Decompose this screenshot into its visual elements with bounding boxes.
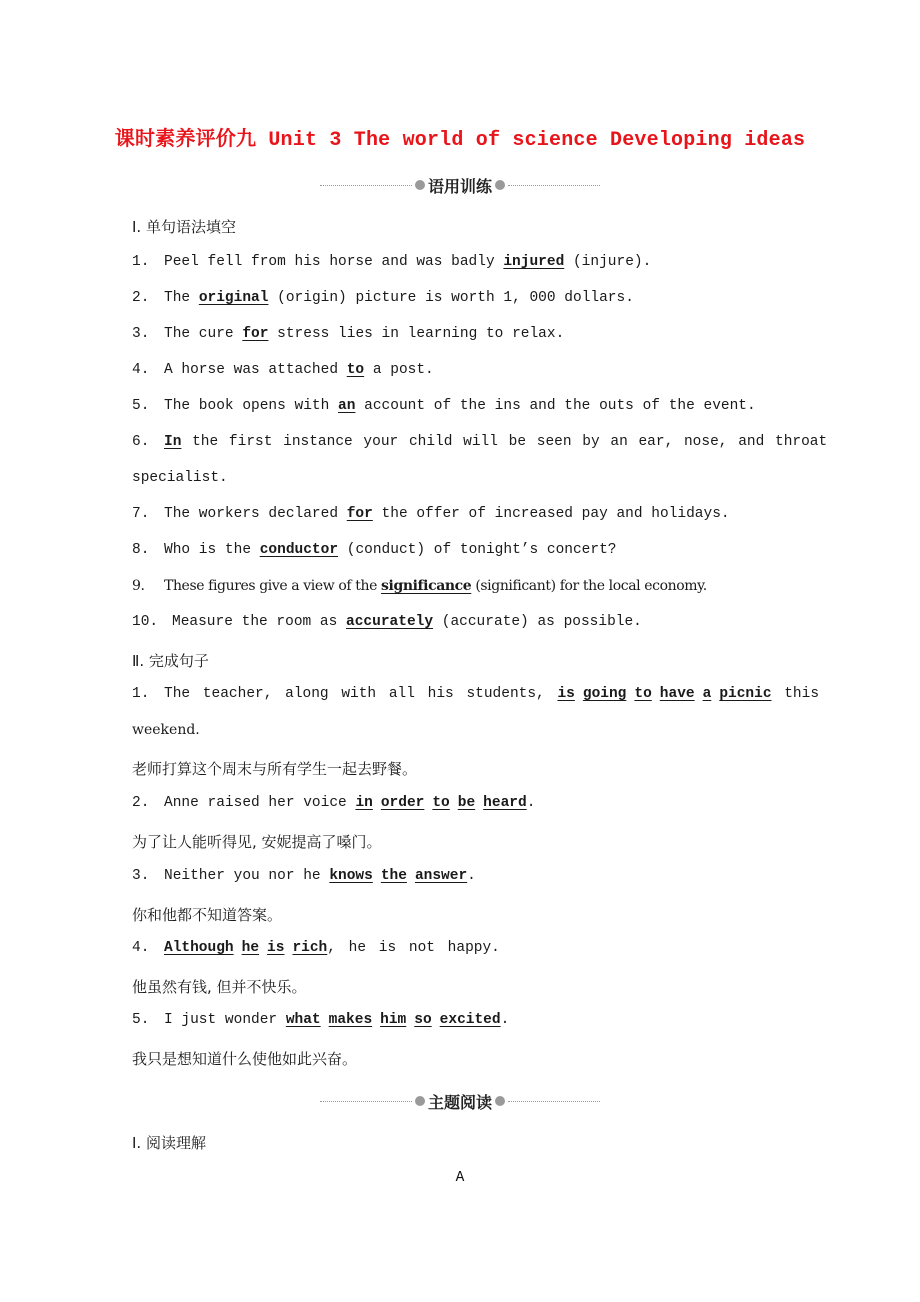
- exercise-item: 1. Peel fell from his horse and was badly injured (injure).: [132, 254, 652, 270]
- exercise-item: 5. The book opens with an account of the ins and the outs of the event.: [132, 398, 756, 414]
- exercise-item: 9. These figures give a view of the significance (significant) for the local economy.: [132, 578, 707, 594]
- answer: knows: [329, 868, 373, 884]
- translation: 我只是想知道什么使他如此兴奋。: [132, 1050, 358, 1068]
- answer: significance: [381, 578, 472, 594]
- bullet-icon: [415, 180, 425, 190]
- sentence-item-continued: weekend.: [132, 722, 200, 738]
- exercise-item: 10. Measure the room as accurately (accurate) as possible.: [132, 614, 642, 630]
- part2-heading: Ⅱ. 完成句子: [132, 652, 209, 670]
- exercise-item: 4. A horse was attached to a post.: [132, 362, 434, 378]
- answer: him: [380, 1012, 407, 1028]
- passage-label: A: [455, 1170, 465, 1186]
- answer: going: [582, 686, 627, 702]
- answer: an: [338, 398, 356, 414]
- sentence-item: 5. I just wonder what makes him so excited.: [132, 1012, 510, 1028]
- answer: accurately: [346, 614, 434, 630]
- sentence-item: 1. The teacher, along with all his students, is going to have a picnic this: [132, 686, 820, 702]
- answer: be: [457, 795, 476, 811]
- answer: is: [557, 686, 575, 702]
- answer: conductor: [259, 542, 339, 558]
- part1-heading: Ⅰ. 单句语法填空: [132, 218, 236, 236]
- bullet-icon: [415, 1096, 425, 1106]
- answer: for: [346, 506, 373, 522]
- sentence-item: 2. Anne raised her voice in order to be heard.: [132, 795, 536, 811]
- answer: what: [285, 1012, 321, 1028]
- answer: In: [164, 434, 182, 450]
- answer: order: [380, 795, 425, 811]
- answer: have: [659, 686, 695, 702]
- answer: so: [414, 1012, 432, 1028]
- answer: heard: [483, 795, 527, 811]
- banner-label: 主题阅读: [428, 1092, 493, 1112]
- exercise-item: 7. The workers declared for the offer of increased pay and holidays.: [132, 506, 730, 522]
- answer: original: [198, 290, 269, 306]
- answer: he: [241, 940, 260, 956]
- sentence-item: 3. Neither you nor he knows the answer.: [132, 868, 476, 884]
- answer: answer: [414, 868, 468, 884]
- answer: picnic: [719, 686, 772, 702]
- bullet-icon: [495, 1096, 505, 1106]
- answer: to: [346, 362, 365, 378]
- page-title: 课时素养评价九 Unit 3 The world of science Developing ideas: [114, 129, 806, 152]
- exercise-item: 8. Who is the conductor (conduct) of tonight’s concert?: [132, 542, 617, 558]
- sentence-item: 4. Although he is rich, he is not happy.: [132, 940, 500, 956]
- answer: in: [355, 795, 373, 811]
- translation: 你和他都不知道答案。: [132, 906, 283, 924]
- translation: 他虽然有钱, 但并不快乐。: [132, 978, 307, 996]
- answer: to: [432, 795, 450, 811]
- exercise-item-continued: specialist.: [132, 470, 228, 486]
- answer: rich: [292, 940, 328, 956]
- answer: is: [267, 940, 285, 956]
- answer: makes: [328, 1012, 373, 1028]
- answer: excited: [439, 1012, 501, 1028]
- banner-label: 语用训练: [428, 176, 493, 196]
- translation: 老师打算这个周末与所有学生一起去野餐。: [132, 760, 418, 778]
- exercise-item: 3. The cure for stress lies in learning to relax.: [132, 326, 565, 342]
- translation: 为了让人能听得见, 安妮提高了嗓门。: [132, 833, 382, 851]
- section-banner-language: [320, 172, 600, 198]
- exercise-item: 6. In the first instance your child will be seen by an ear, nose, and throat: [132, 434, 828, 450]
- answer: a: [702, 686, 712, 702]
- answer: for: [242, 326, 269, 342]
- reading-heading: Ⅰ. 阅读理解: [132, 1134, 206, 1152]
- section-banner-reading: [320, 1088, 600, 1114]
- answer: the: [380, 868, 407, 884]
- exercise-item: 2. The original (origin) picture is worth 1, 000 dollars.: [132, 290, 634, 306]
- answer: to: [634, 686, 652, 702]
- answer: injured: [503, 254, 565, 270]
- bullet-icon: [495, 180, 505, 190]
- answer: Although: [164, 940, 234, 956]
